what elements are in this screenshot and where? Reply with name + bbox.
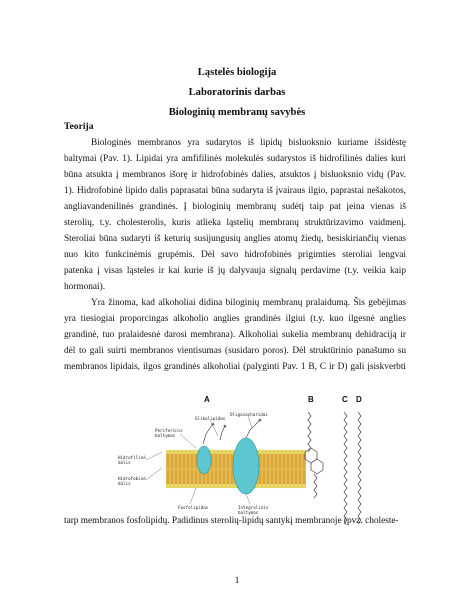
text-line: dėl to gali suirti membranos vientisumas (susidaro poros). Dėl struktūrinio panašumo su — [64, 346, 406, 356]
text-line: patenka į visas ląsteles ir kai kurie iš jų dalyvauja signalų perdavime (t.y. veikia kaip — [64, 266, 406, 276]
label-integral-protein: Integralinis baltymas — [238, 505, 269, 515]
figure-panel-label-d: D — [356, 395, 362, 404]
doc-title: Ląstelės biologija — [197, 67, 277, 78]
text-line: hormonai). — [64, 282, 106, 292]
doc-topic: Biologinių membranų savybės — [168, 107, 306, 118]
alcohol-chain-c — [344, 412, 347, 524]
text-line: Steroliai būna sudaryti iš keturių susijungusių anglies atomų žiedų, besiskiriančių vienas — [64, 234, 406, 244]
paragraph-2 — [64, 295, 406, 375]
label-glycolipid: Glikolipidas — [195, 416, 226, 421]
text-line: 1). Hidrofobinė lipido dalis paprasatai būna sudaryta iš įvairaus ilgio, paprastai nešakotos, — [64, 186, 406, 196]
integral-protein-right — [233, 438, 259, 494]
text-line: Yra žinoma, kad alkoholiai didina biloginių membranų pralaidumą. Šis gebėjimas — [91, 298, 406, 308]
text-line: būna atsukta į membranos išorę ir hidrofobinės dalies, atsuktos į bisluoksnio vidų (Pav. — [64, 170, 406, 180]
figure-panel-label-a: A — [204, 395, 210, 404]
figure-panel-label-c: C — [342, 395, 348, 404]
text-line: tarp membranos fosfolipidų. Padidinus sterolių-lipidų santykį membranoje (pvz. choleste- — [64, 516, 399, 526]
label-phospholipid: Fosfolipidas — [178, 505, 209, 510]
label-hydrophobic-part: Hidrofobinė dalis — [118, 476, 146, 486]
text-line: Biologinės membranos yra sudarytos iš lipidų bisluoksnio kuriame išsidėstę — [91, 138, 406, 148]
text-line: grandinė, tuo pralaidesnė darosi membrana). Alkoholiai sukelia membranų dehidraciją ir — [64, 330, 406, 340]
steroid-molecule-b — [305, 412, 323, 498]
label-peripheral-protein: Periferinis baltymas — [155, 428, 183, 438]
text-line: sterolių, t.y. cholesterolis, kuris atlieka ląstelių membranų struktūrizavimo vaidmenį. — [64, 218, 406, 228]
text-line: membranos lipidais, ilgos grandinės alkoholiai (palyginti Pav. 1 B, C ir D) gali įsiskverbti — [64, 362, 406, 372]
paragraph-3 — [64, 513, 406, 529]
oligosaccharide-chains — [203, 419, 261, 444]
text-line: nuo kito funkcinėmis grupėmis. Dėl savo hidrofobinės prigimties steroliai lengvai — [64, 250, 406, 260]
paragraph-1 — [64, 135, 406, 295]
integral-protein-left — [197, 446, 211, 474]
label-oligosaccharides: Oligosacharidai — [230, 412, 268, 417]
section-heading: Teorija — [64, 121, 94, 132]
doc-subtitle: Laboratorinis darbas — [188, 87, 286, 98]
text-line: yra tiesiogiai proporcingas alkoholio anglies grandinės ilgiui (t.y. kuo ilgesnė anglies — [64, 314, 406, 324]
label-hydrophilic-part: Hidrofilinė dalis — [118, 455, 146, 465]
text-line: angliavandenilinės grandinės. Į biologinių membranų sudėtį taip pat įeina vienas iš — [64, 202, 406, 212]
membrane-figure — [100, 392, 400, 526]
text-line: baltymai (Pav. 1). Lipidai yra amfifilinės molekulės sudarystos iš hidrofilinės dalies kuri — [64, 154, 406, 164]
page-number: 1 — [234, 575, 240, 586]
alcohol-chain-d — [358, 412, 361, 524]
figure-panel-label-b: B — [308, 395, 314, 404]
